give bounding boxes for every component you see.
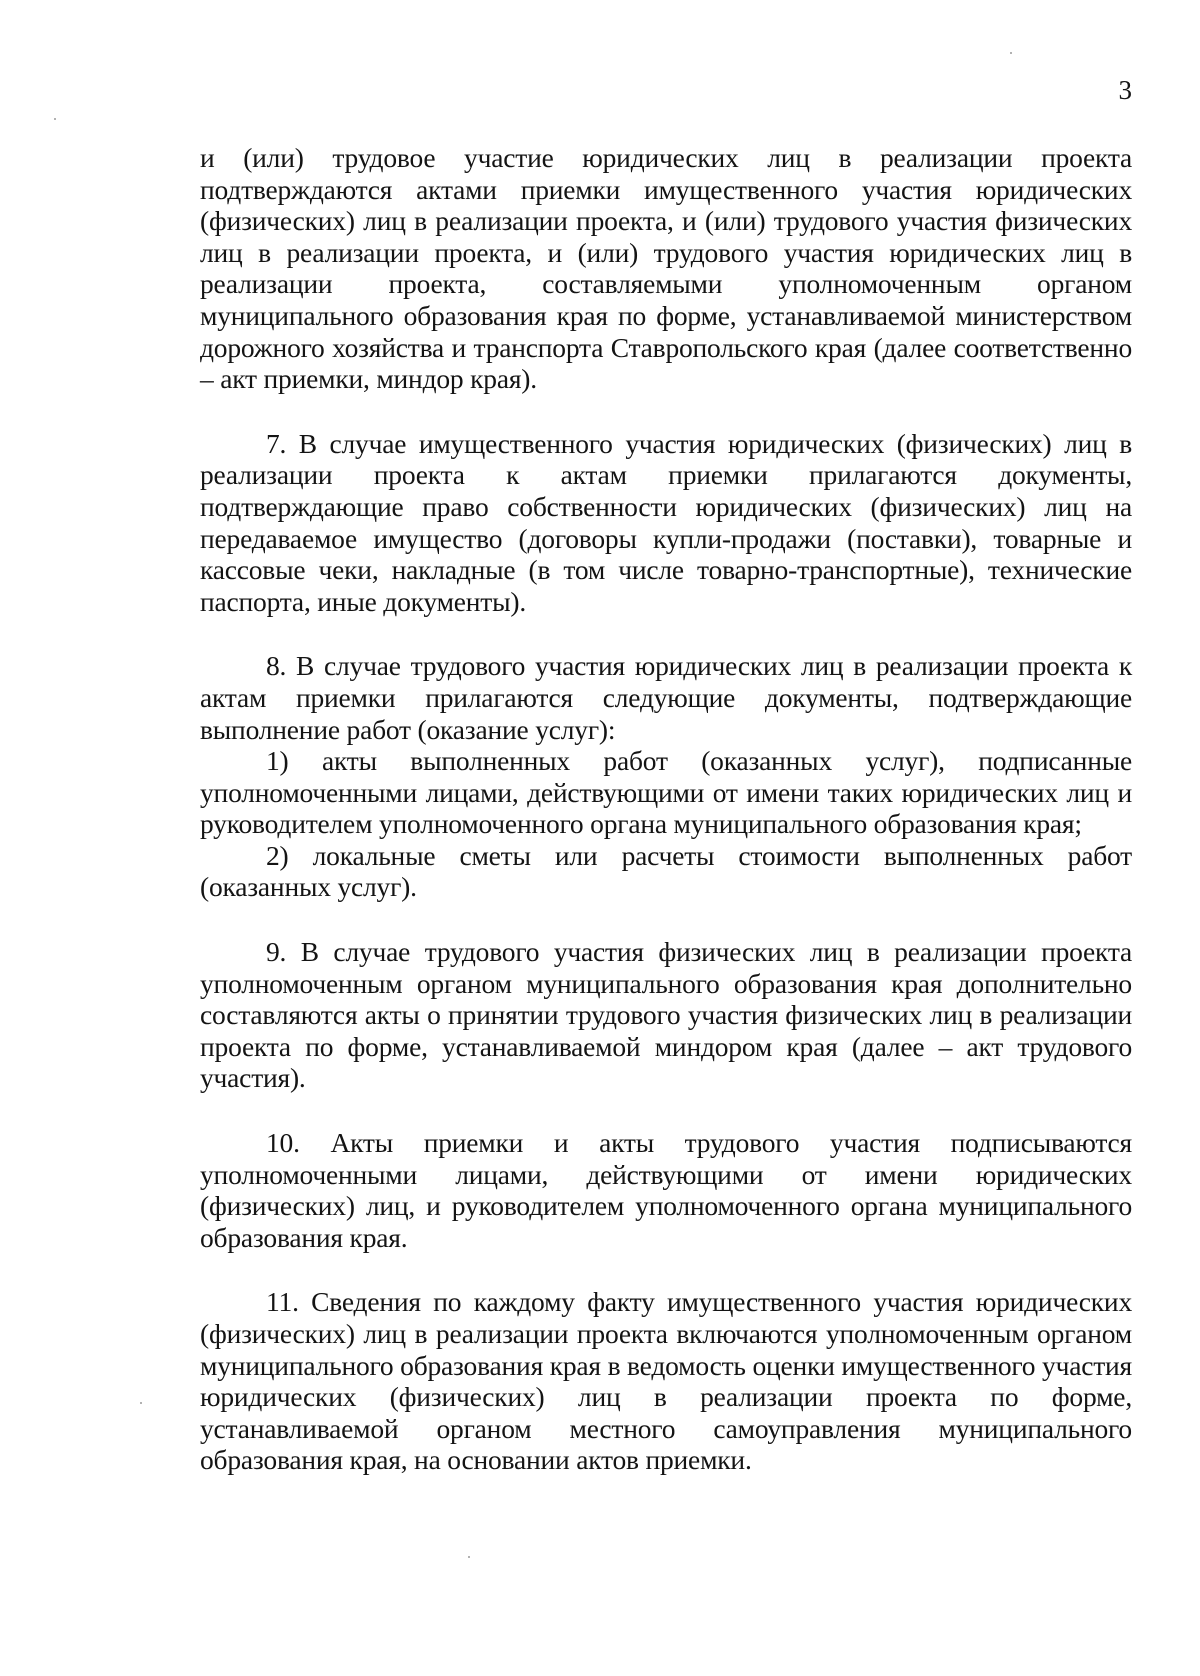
paragraph-item-11: 11. Сведения по каждому факту имущественного участия юридических (физических) лиц в реализации проекта включаются уполномоченным органом муниципального образования края в ведомость оценки имущественного участия юридических (физических) лиц в реализации проекта по форме, устанавливаемой органом местного самоуправления муниципального образования края, на основании актов приемки. <box>200 1286 1132 1476</box>
paragraph-item-10: 10. Акты приемки и акты трудового участия подписываются уполномоченными лицами, действующими от имени юридических (физических) лиц, и руководителем уполномоченного органа муниципального образования края. <box>200 1127 1132 1253</box>
scan-speck <box>54 118 56 120</box>
scan-speck <box>1010 52 1012 54</box>
scan-speck <box>140 1402 142 1404</box>
paragraph-item-8-subitem-2: 2) локальные сметы или расчеты стоимости выполненных работ (оказанных услуг). <box>200 839 1132 903</box>
paragraph-item-7: 7. В случае имущественного участия юридических (физических) лиц в реализации проекта к актам приемки прилагаются документы, подтверждающие право собственности юридических (физических) лиц на передаваемое имущество (договоры купли-продажи (поставки), товарные и кассовые чеки, накладные (в том числе товарно-транспортные), технические паспорта, иные документы). <box>200 427 1132 617</box>
scan-speck <box>468 1556 470 1558</box>
paragraph-continuation: и (или) трудовое участие юридических лиц в реализации проекта подтверждаются актами приемки имущественного участия юридических (физических) лиц в реализации проекта, и (или) трудового участия физических лиц в реализации проекта, и (или) трудового участия юридических лиц в реализации проекта, составляемыми уполномоченным органом муниципального образования края по форме, устанавливаемой министерством дорожного хозяйства и транспорта Ставропольского края (далее соответственно – акт приемки, миндор края). <box>200 142 1132 395</box>
paragraph-item-8: 8. В случае трудового участия юридических лиц в реализации проекта к актам приемки прилагаются следующие документы, подтверждающие выполнение работ (оказание услуг): <box>200 650 1132 745</box>
paragraph-item-8-subitem-1: 1) акты выполненных работ (оказанных услуг), подписанные уполномоченными лицами, действующими от имени таких юридических лиц и руководителем уполномоченного органа муниципального образования края; <box>200 745 1132 840</box>
page-number: 3 <box>1118 75 1132 105</box>
document-body <box>200 142 1132 1476</box>
paragraph-item-9: 9. В случае трудового участия физических лиц в реализации проекта уполномоченным органом муниципального образования края дополнительно составляются акты о принятии трудового участия физических лиц в реализации проекта по форме, устанавливаемой миндором края (далее – акт трудового участия). <box>200 936 1132 1094</box>
